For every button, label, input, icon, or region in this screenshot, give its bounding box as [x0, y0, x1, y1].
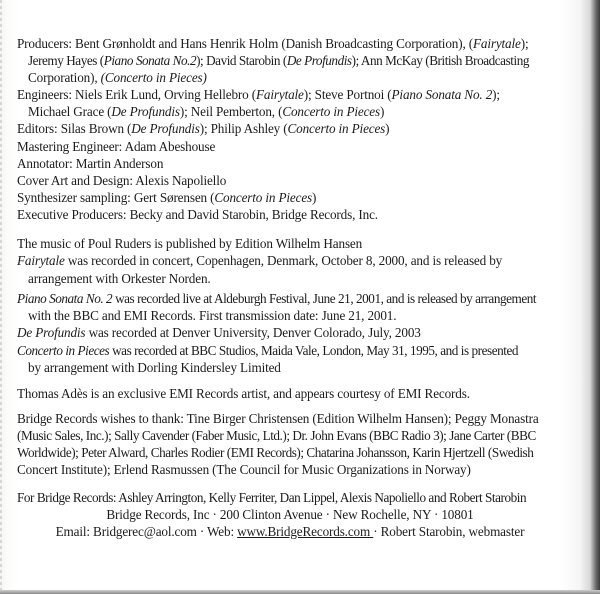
text-segment: ); [520, 36, 529, 51]
work-title: Concerto in Pieces [17, 343, 110, 358]
text-segment: Michael Grace ( [28, 104, 112, 119]
bridge-staff-line: For Bridge Records: Ashley Arrington, Kelly Ferriter, Dan Lippel, Alexis Napoliello and Robert Starobin [17, 490, 527, 505]
editors-label: Editors: [17, 121, 58, 136]
address-line: Bridge Records, Inc · 200 Clinton Avenue · New Rochelle, NY · 10801 [106, 507, 474, 522]
mastering-engineer-line: Mastering Engineer: Adam Abeshouse [17, 139, 216, 154]
webmaster-text: · Robert Starobin, webmaster [373, 524, 525, 539]
text-segment: was recorded in concert, Copenhagen, Denmark, October 8, 2000, and is released by [64, 253, 503, 268]
producers-line-1 [17, 35, 529, 52]
fairytale-note-line-2: arrangement with Orkester Norden. [28, 271, 211, 286]
profundis-note-line [17, 324, 421, 341]
page-bottom-edge [0, 590, 600, 594]
email-text: Email: Bridgerec@aol.com · Web: [55, 524, 238, 539]
text-segment: ); Steve Portnoi ( [303, 87, 392, 102]
annotator-line: Annotator: Martin Anderson [17, 156, 164, 171]
sonata-note-line-1 [17, 290, 536, 307]
text-segment: Jeremy Hayes ( [28, 53, 104, 68]
concerto-note-line-1 [17, 342, 518, 359]
synthesizer-line [17, 189, 316, 206]
producers-line-3 [28, 69, 207, 86]
text-segment: Niels Erik Lund, Orving Hellebro ( [71, 87, 257, 102]
text-segment: ); Neil Pemberton, ( [179, 104, 283, 119]
page-left-edge [0, 0, 2, 594]
editors-line [17, 120, 389, 137]
text-segment: ) [312, 190, 317, 205]
producers-line-2 [28, 52, 529, 69]
contact-line [0, 523, 580, 540]
work-title: Fairytale [256, 87, 304, 102]
text-segment: ); David Starobin ( [196, 53, 287, 68]
work-title: Fairytale [17, 253, 65, 268]
sonata-note-line-2: with the BBC and EMI Records. First transmission date: June 21, 2001. [28, 308, 397, 323]
work-title: De Profundis [17, 325, 86, 340]
text-segment: ); [492, 87, 500, 102]
work-title: Concerto in Pieces [282, 104, 380, 119]
text-segment: was recorded at BBC Studios, Maida Vale, London, May 31, 1995, and is presented [109, 343, 519, 358]
text-segment: Bent Grønholdt and Hans Henrik Holm (Danish Broadcasting Corporation), ( [71, 36, 473, 51]
work-title: De Profundis [131, 121, 200, 136]
work-title: (Concerto in Pieces) [100, 70, 207, 85]
engineers-line-1 [17, 86, 500, 103]
text-segment: Silas Brown ( [57, 121, 132, 136]
text-segment: Corporation), [28, 70, 101, 85]
text-segment: was recorded live at Aldeburgh Festival, June 21, 2001, and is released by arrangement [112, 291, 537, 306]
text-segment: ) [385, 121, 390, 136]
text-segment: ); Ann McKay (British Broadcasting [351, 53, 529, 68]
fairytale-note-line-1 [17, 252, 502, 269]
thanks-line-3: Worldwide); Peter Alward, Charles Rodier (EMI Records); Chatarina Johansson, Karin Hjertzell (Swedish [17, 445, 534, 460]
text-segment: was recorded at Denver University, Denver Colorado, July, 2003 [85, 325, 421, 340]
work-title: Piano Sonata No. 2 [17, 291, 113, 306]
text-segment: Synthesizer sampling: Gert Sørensen ( [17, 190, 215, 205]
thanks-line-4: Concert Institute); Erlend Rasmussen (The Council for Music Organizations in Norway) [17, 462, 471, 477]
engineers-line-2 [28, 103, 384, 120]
text-segment: ) [379, 104, 385, 119]
publisher-line: The music of Poul Ruders is published by Edition Wilhelm Hansen [17, 236, 363, 251]
website-link[interactable]: www.BridgeRecords.com [237, 524, 374, 539]
work-title: De Profundis [111, 104, 180, 119]
thanks-line-2: (Music Sales, Inc.); Sally Cavender (Faber Music, Ltd.); Dr. John Evans (BBC Radio 3); Jane Carter (BBC [17, 428, 536, 443]
work-title: Piano Sonata No.2 [103, 53, 197, 68]
work-title: De Profundis [286, 53, 352, 68]
text-segment: ); Philip Ashley ( [199, 121, 288, 136]
work-title: Fairytale [473, 36, 521, 51]
executive-producers-line: Executive Producers: Becky and David Starobin, Bridge Records, Inc. [17, 207, 378, 222]
producers-label: Producers: [17, 36, 72, 51]
ades-courtesy-note: Thomas Adès is an exclusive EMI Records artist, and appears courtesy of EMI Records. [17, 386, 470, 401]
work-title: Piano Sonata No. 2 [391, 87, 493, 102]
thanks-line-1: Bridge Records wishes to thank: Tine Birger Christensen (Edition Wilhelm Hansen); Peggy Monastra [17, 411, 539, 426]
work-title: Concerto in Pieces [287, 121, 386, 136]
cover-art-line: Cover Art and Design: Alexis Napoliello [17, 173, 227, 188]
work-title: Concerto in Pieces [214, 190, 313, 205]
engineers-label: Engineers: [17, 87, 72, 102]
concerto-note-line-2: by arrangement with Dorling Kindersley Limited [28, 360, 281, 375]
